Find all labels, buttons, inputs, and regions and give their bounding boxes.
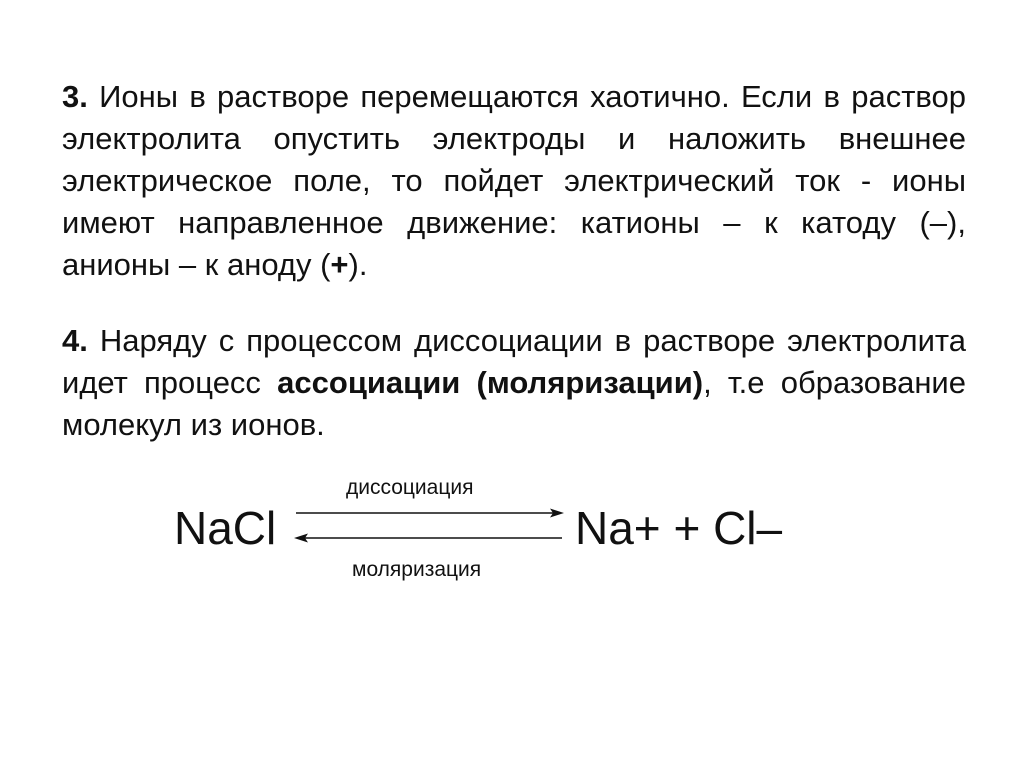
reactant-formula: NaCl	[174, 502, 277, 554]
paragraph-3-number: 3.	[62, 79, 88, 114]
forward-arrow	[296, 509, 564, 518]
products-formula: Na+ + Cl–	[575, 502, 783, 554]
paragraph-4-text-after: , т.е образование молекул из ионов.	[62, 365, 966, 442]
reverse-arrow	[294, 534, 562, 543]
forward-arrow-label: диссоциация	[346, 476, 474, 499]
paragraph-3-end: ).	[348, 247, 368, 282]
paragraph-4-number: 4.	[62, 323, 88, 358]
anode-plus-sign: +	[330, 247, 349, 282]
reverse-arrow-label: моляризация	[352, 558, 482, 581]
paragraph-3-text: Ионы в растворе перемещаются хаотично. Если в раствор электролита опустить электроды и наложить внешнее электрическое поле, то пойдет электрический ток - ионы имеют направленное движение: катионы – к катоду (–), анионы – к аноду (	[62, 79, 966, 282]
paragraph-4-text-before: Наряду с процессом диссоциации в растворе электролита идет процесс	[62, 323, 966, 400]
paragraph-4-bold-term: ассоциации (моляризации)	[277, 365, 704, 400]
